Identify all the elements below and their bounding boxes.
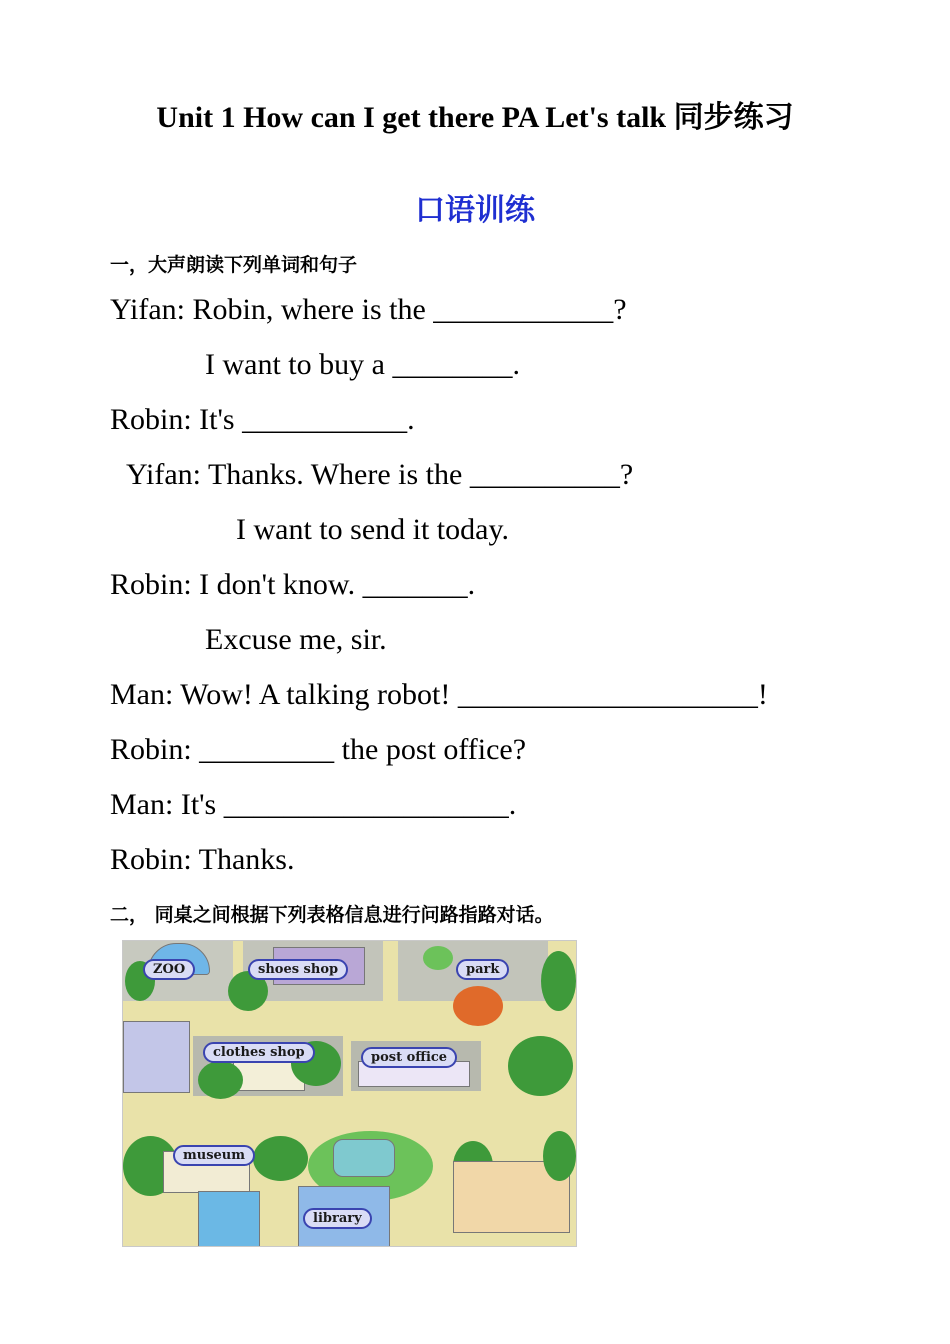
section-subtitle: 口语训练 <box>415 193 535 228</box>
section-2-heading: 二， 同桌之间根据下列表格信息进行问路指路对话。 <box>110 904 554 926</box>
tree <box>508 1036 573 1096</box>
dialogue-line: Robin: _________ the post office? <box>110 733 527 766</box>
map-label-zoo: ZOO <box>143 959 195 980</box>
library-dome <box>333 1139 395 1177</box>
map-label-park: park <box>456 959 509 980</box>
dialogue-line: I want to send it today. <box>236 513 510 546</box>
dialogue-line: I want to buy a ________. <box>205 348 520 381</box>
page-title: Unit 1 How can I get there PA Let's talk 同步练习 <box>156 101 794 134</box>
map-label-clothes-shop: clothes shop <box>203 1042 315 1063</box>
park-tree <box>423 946 453 970</box>
dialogue-line: Yifan: Thanks. Where is the __________? <box>126 458 634 491</box>
dialogue-line: Excuse me, sir. <box>205 623 387 656</box>
map-label-post-office: post office <box>361 1047 457 1068</box>
dialogue-line: Robin: I don't know. _______. <box>110 568 476 601</box>
map-label-shoes-shop: shoes shop <box>248 959 348 980</box>
dialogue-line: Man: Wow! A talking robot! ____________________! <box>110 678 768 711</box>
building-blue <box>198 1191 260 1247</box>
building-left <box>123 1021 190 1093</box>
section-1-heading: 一，大声朗读下列单词和句子 <box>110 254 358 276</box>
park-tree <box>541 951 576 1011</box>
map-label-library: library <box>303 1208 372 1229</box>
dialogue-line: Man: It's ___________________. <box>110 788 517 821</box>
tree <box>543 1131 576 1181</box>
town-map-illustration <box>122 940 577 1247</box>
tree <box>253 1136 308 1181</box>
dialogue-line: Robin: Thanks. <box>110 843 295 876</box>
tree <box>198 1061 243 1099</box>
dialogue-line: Yifan: Robin, where is the ____________? <box>110 293 627 326</box>
dialogue-line: Robin: It's ___________. <box>110 403 415 436</box>
park-tree <box>453 986 503 1026</box>
map-label-museum: museum <box>173 1145 255 1166</box>
